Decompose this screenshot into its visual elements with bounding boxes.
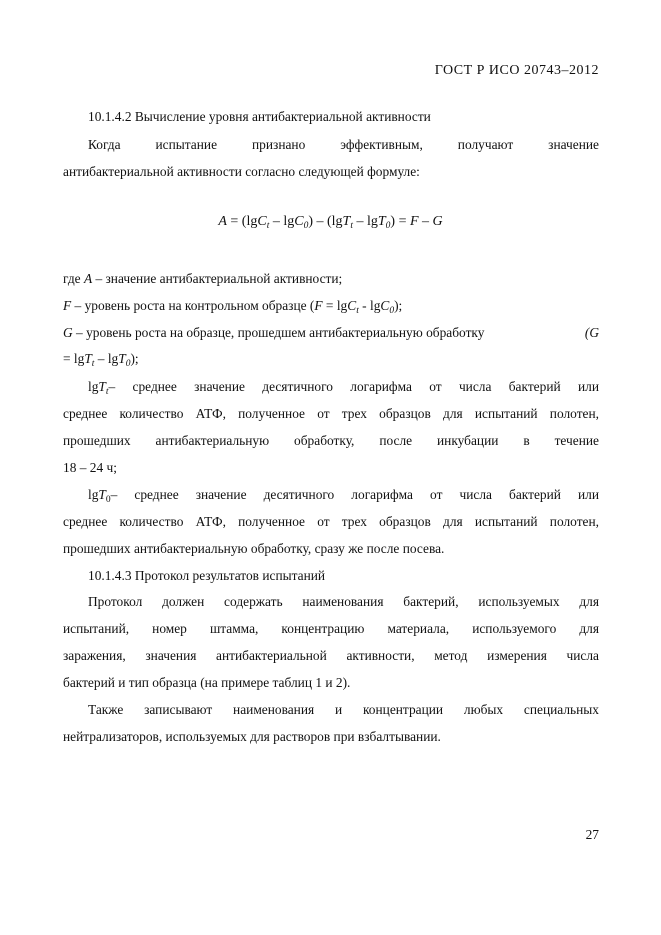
- definition-var: (G: [584, 325, 599, 340]
- definition-var: T: [118, 351, 126, 366]
- protocol-paragraph-line-2: испытаний, номер штамма, концентрацию материала, используемого для: [63, 621, 599, 636]
- definition-lgt0-symbol: [88, 486, 111, 504]
- formula-text: – lg: [352, 214, 378, 229]
- formula-text: = (lg: [226, 214, 258, 229]
- definition-var: A: [83, 271, 93, 286]
- definition-sub: 0: [389, 306, 395, 316]
- formula-var-t: T: [342, 214, 351, 229]
- definition-text: – значение антибактериальной активности;: [92, 271, 343, 286]
- protocol-paragraph-line-1: Протокол должен содержать наименования бактерий, используемых для: [88, 594, 599, 609]
- definition-lgtt-symbol: [88, 378, 109, 396]
- protocol-paragraph-line-3: заражения, значения антибактериальной активности, метод измерения числа: [63, 648, 599, 663]
- definition-var: C: [380, 298, 390, 313]
- definition-g-line-2: [63, 350, 599, 368]
- formula-var-c: C: [294, 214, 304, 229]
- formula-var-g: G: [432, 214, 443, 229]
- definition-lgtt-line-1: [88, 378, 599, 396]
- formula-sub-0: 0: [385, 221, 391, 231]
- definition-g-line-1: [63, 324, 599, 342]
- definition-lgtt-line-3: прошедших антибактериальную обработку, после инкубации в течение: [63, 433, 599, 448]
- section-heading-10-1-4-3: 10.1.4.3 Протокол результатов испытаний: [88, 568, 326, 583]
- definition-text: = lg: [63, 351, 85, 366]
- definition-text: – среднее значение десятичного логарифма от числа бактерий или: [110, 487, 599, 502]
- definition-lgtt-line-4: 18 – 24 ч;: [63, 460, 117, 475]
- definition-sub: t: [91, 359, 95, 369]
- definition-var: F: [63, 298, 72, 313]
- definition-var: C: [347, 298, 357, 313]
- definition-var: T: [98, 379, 106, 394]
- definition-text: – уровень роста на контрольном образце (: [71, 298, 315, 313]
- formula-text: – lg: [269, 214, 295, 229]
- intro-line-1: Когда испытание признано эффективным, получают значение: [88, 137, 599, 152]
- definition-lgt0-line-3: прошедших антибактериальную обработку, сразу же после посева.: [63, 541, 445, 556]
- definition-text: - lg: [358, 298, 381, 313]
- formula-var-c: C: [257, 214, 267, 229]
- definition-f: [63, 297, 599, 315]
- definition-text: );: [130, 351, 139, 366]
- formula-var-f: F: [409, 214, 419, 229]
- page-number: 27: [585, 827, 599, 842]
- definition-sub: t: [105, 387, 109, 397]
- section-heading-10-1-4-2: 10.1.4.2 Вычисление уровня антибактериальной активности: [88, 109, 431, 124]
- definition-text: – lg: [94, 351, 119, 366]
- definition-text: = lg: [322, 298, 348, 313]
- definition-text: lg: [88, 379, 99, 394]
- definition-text: где: [63, 271, 84, 286]
- definition-var: T: [84, 351, 92, 366]
- antibacterial-activity-formula: [0, 214, 661, 230]
- formula-var-t: T: [377, 214, 386, 229]
- definition-text: lg: [88, 487, 99, 502]
- protocol-paragraph-line-4: бактерий и тип образца (на примере таблиц 1 и 2).: [63, 675, 351, 690]
- definition-var: F: [314, 298, 323, 313]
- intro-line-2: антибактериальной активности согласно следующей формуле:: [63, 164, 420, 179]
- formula-var-a: A: [218, 214, 227, 229]
- document-code-header: ГОСТ Р ИСО 20743–2012: [434, 63, 599, 78]
- neutralizers-paragraph-line-2: нейтрализаторов, используемых для растворов при взбалтывании.: [63, 729, 441, 744]
- neutralizers-paragraph-line-1: Также записывают наименования и концентрации любых специальных: [88, 702, 599, 717]
- formula-sub-t: t: [350, 221, 353, 231]
- definition-sub: 0: [105, 495, 111, 505]
- formula-text: ) =: [390, 214, 410, 229]
- definition-sub: t: [356, 306, 359, 316]
- formula-sub-0: 0: [303, 221, 309, 231]
- definition-sub: 0: [125, 359, 131, 369]
- definition-lgt0-line-1: [88, 486, 599, 504]
- definition-lgtt-line-2: среднее количество АТФ, полученное от трех образцов для испытаний полотен,: [63, 406, 599, 421]
- formula-text: ) – (lg: [308, 214, 343, 229]
- definition-var: T: [98, 487, 106, 502]
- definition-text: – уровень роста на образце, прошедшем антибактериальную обработку: [72, 325, 485, 340]
- definition-text: );: [394, 298, 403, 313]
- definition-a: [63, 270, 599, 288]
- formula-text: –: [418, 214, 433, 229]
- definition-var: G: [63, 325, 73, 340]
- formula-sub-t: t: [266, 221, 270, 231]
- definition-text: – среднее значение десятичного логарифма от числа бактерий или: [108, 379, 599, 394]
- definition-lgt0-line-2: среднее количество АТФ, полученное от трех образцов для испытаний полотен,: [63, 514, 599, 529]
